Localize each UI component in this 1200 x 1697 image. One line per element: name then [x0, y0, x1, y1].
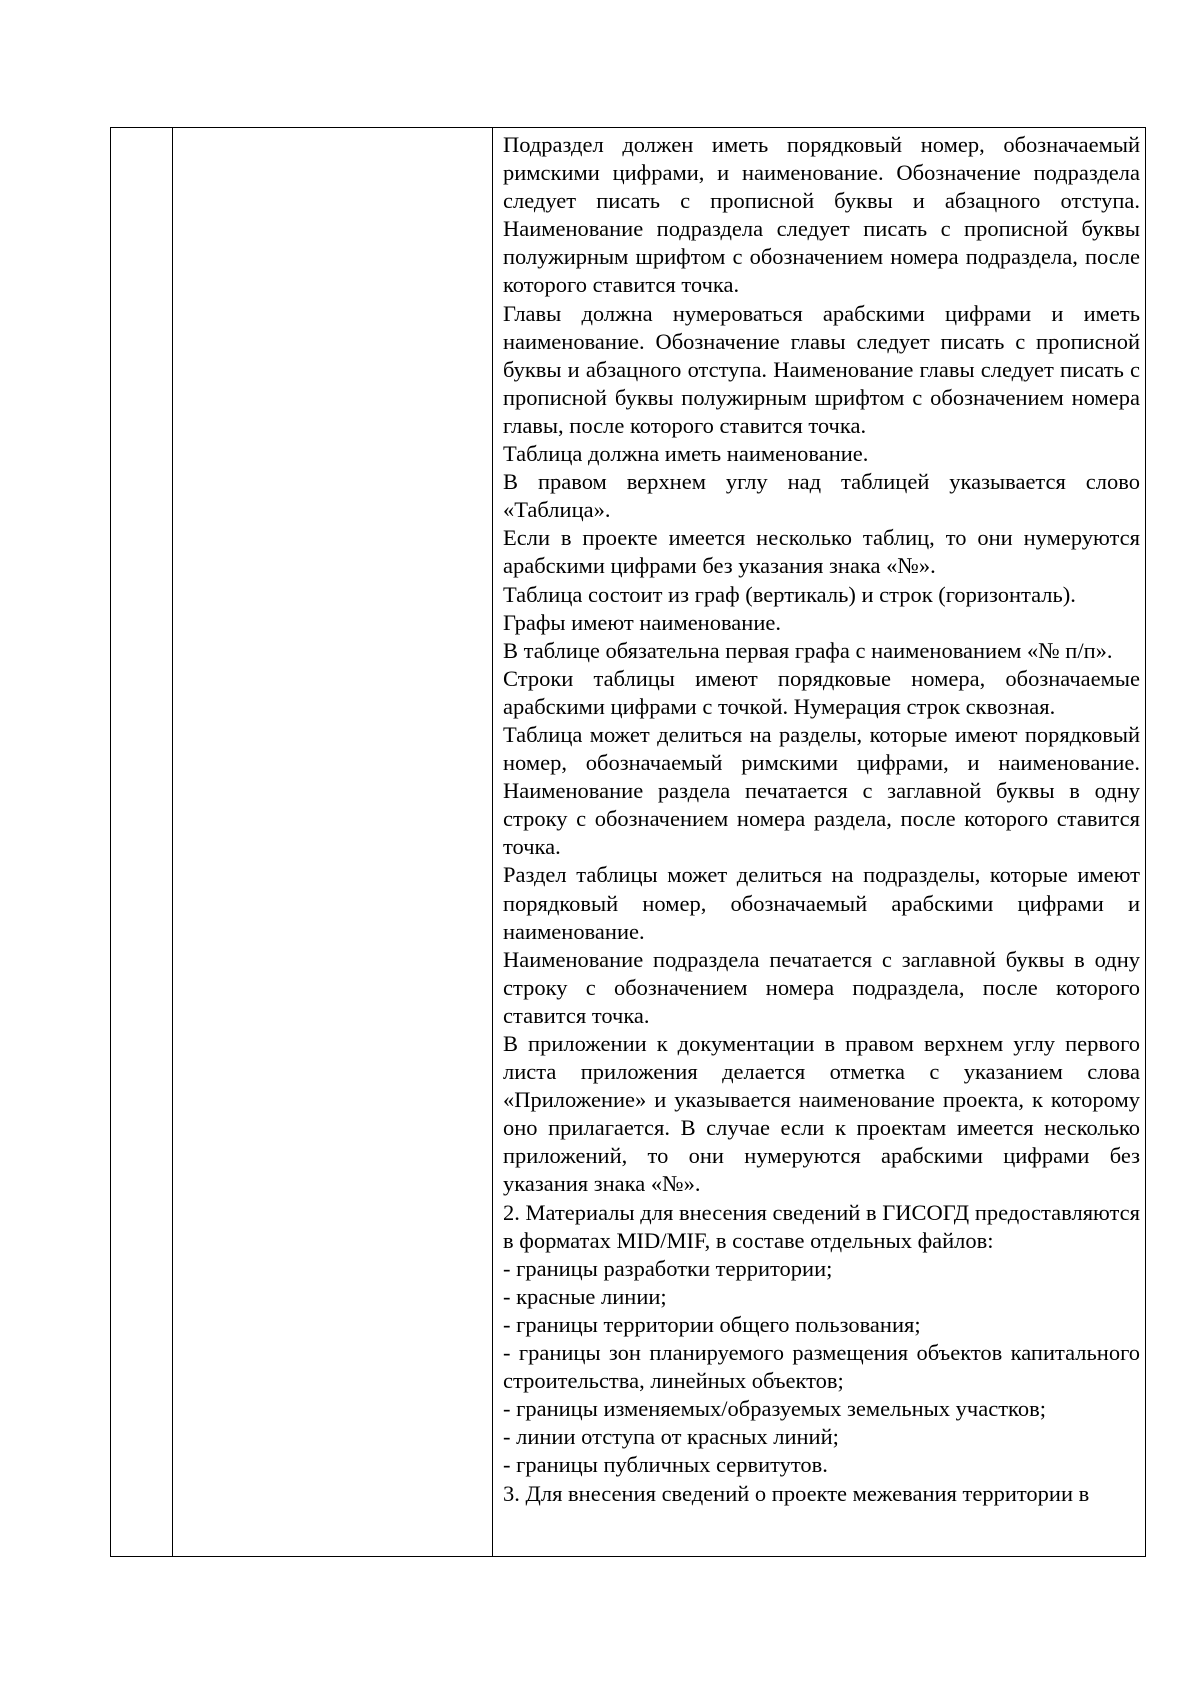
paragraph-chapters: Главы должна нумероваться арабскими цифрами и иметь наименование. Обозначение главы следует писать с прописной буквы и абзацного отступа. Наименование главы следует писать с прописной буквы полужирным шрифтом с обозначением номера главы, после которого ставится точка. [503, 300, 1140, 438]
list-item: - линии отступа от красных линий; [503, 1424, 839, 1450]
paragraph-table-numbering: Если в проекте имеется несколько таблиц, то они нумеруются арабскими цифрами без указания знака «№». [503, 525, 1140, 579]
list-item: - границы территории общего пользования; [503, 1311, 921, 1337]
paragraph-subsection-name: Наименование подраздела печатается с заглавной буквы в одну строку с обозначением номера подраздела, после которого ставится точка. [503, 946, 1140, 1028]
column-divider-2 [492, 128, 493, 1556]
paragraph-table-word: В правом верхнем углу над таблицей указывается слово «Таблица». [503, 469, 1140, 523]
list-item: - границы разработки территории; [503, 1255, 833, 1281]
paragraph-appendix: В приложении к документации в правом верхнем углу первого листа приложения делается отметка с указанием слова «Приложение» и указывается наименование проекта, к которому оно прилагается. В случае если к проектам имеется несколько приложений, то они нумеруются арабскими цифрами без указания знака «№». [503, 1031, 1140, 1197]
requirements-cell [503, 131, 1140, 1508]
list-item: - границы публичных сервитутов. [503, 1452, 828, 1478]
column-divider-1 [172, 128, 173, 1556]
document-table [110, 127, 1146, 1557]
paragraph-columns-names: Графы имеют наименование. [503, 609, 781, 635]
paragraph-subsection: Подраздел должен иметь порядковый номер, обозначаемый римскими цифрами, и наименование. Обозначение подраздела следует писать с прописной буквы и абзацного отступа. Наименование подраздела следует писать с прописной буквы полужирным шрифтом с обозначением номера подраздела, после которого ставится точка. [503, 132, 1140, 298]
paragraph-table-sections: Таблица может делиться на разделы, которые имеют порядковый номер, обозначаемый римскими цифрами, и наименование. Наименование раздела печатается с заглавной буквы в одну строку с обозначением номера раздела, после которого ставится точка. [503, 721, 1140, 860]
paragraph-materials-formats: 2. Материалы для внесения сведений в ГИСОГД предоставляются в форматах MID/MIF, в составе отдельных файлов: [503, 1199, 1140, 1253]
paragraph-table-title: Таблица должна иметь наименование. [503, 441, 869, 467]
paragraph-row-numbers: Строки таблицы имеют порядковые номера, обозначаемые арабскими цифрами с точкой. Нумерация строк сквозная. [503, 665, 1140, 719]
paragraph-table-subsections: Раздел таблицы может делиться на подразделы, которые имеют порядковый номер, обозначаемый арабскими цифрами и наименование. [503, 862, 1140, 944]
paragraph-table-structure: Таблица состоит из граф (вертикаль) и строк (горизонталь). [503, 581, 1076, 607]
list-item: - границы изменяемых/образуемых земельных участков; [503, 1396, 1046, 1422]
list-item: - красные линии; [503, 1283, 667, 1309]
paragraph-last-line: 3. Для внесения сведений о проекте межевания территории в [503, 1480, 1090, 1506]
paragraph-first-column: В таблице обязательна первая графа с наименованием «№ п/п». [503, 637, 1113, 663]
list-item: - границы зон планируемого размещения объектов капитального строительства, линейных объектов; [503, 1340, 1140, 1394]
